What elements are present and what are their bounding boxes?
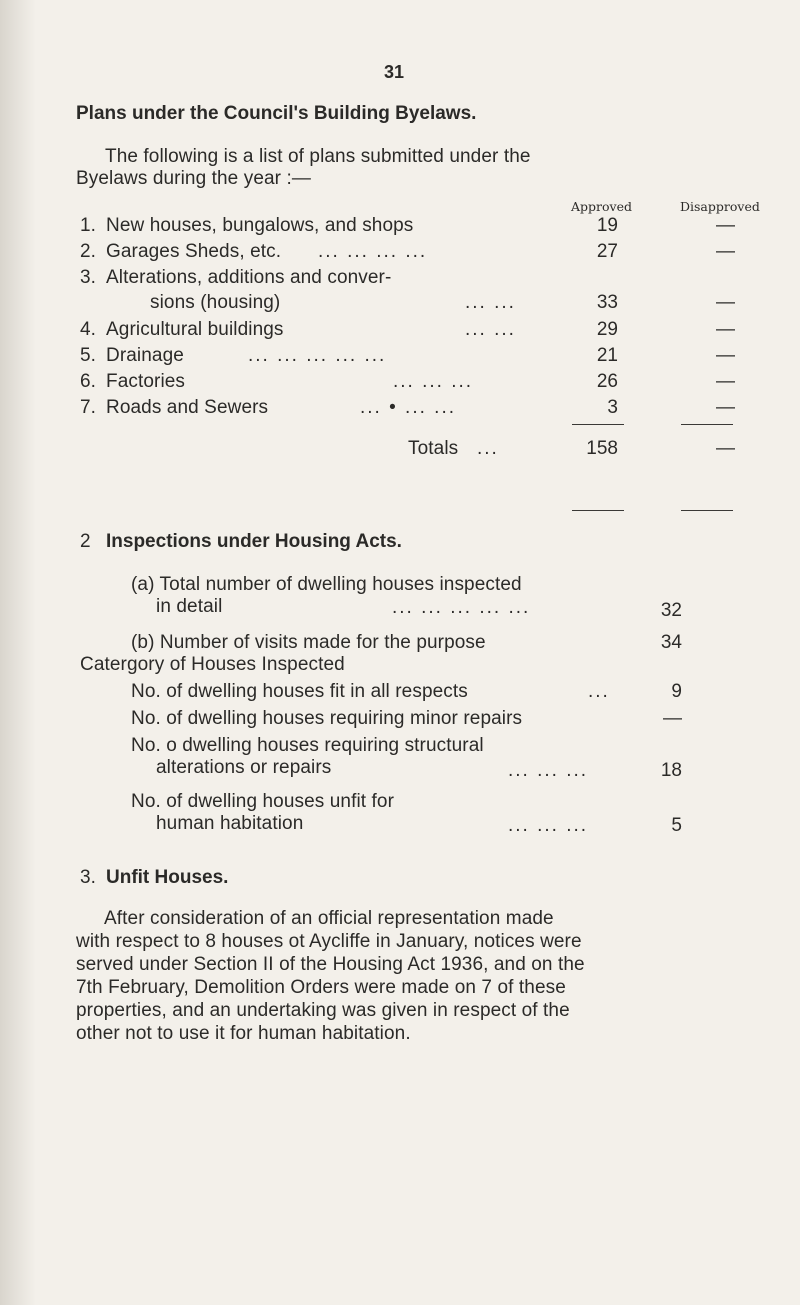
item-disapproved: —	[716, 345, 735, 366]
item-dots: ... ...	[465, 292, 516, 313]
totals-dots: ...	[477, 438, 499, 459]
col-approved-header: Approved	[571, 199, 632, 214]
inspected-dots: ... ... ... ... ...	[392, 597, 531, 618]
paragraph-line: After consideration of an official representation made	[104, 908, 554, 929]
paragraph-line: with respect to 8 houses ot Aycliffe in January, notices were	[76, 931, 582, 952]
item-number: 7.	[80, 397, 97, 418]
bottom-rule-approved	[572, 510, 624, 511]
item-approved: 21	[596, 345, 618, 366]
item-label: New houses, bungalows, and shops	[106, 215, 414, 236]
paragraph-line: other not to use it for human habitation.	[76, 1023, 411, 1044]
paragraph-line: served under Section II of the Housing Act 1936, and on the	[76, 954, 585, 975]
item-number: 6.	[80, 371, 97, 392]
structural-value: 18	[660, 760, 682, 781]
item-dots: ... ... ... ...	[318, 241, 428, 262]
section3-number: 3.	[80, 867, 97, 888]
col-disapproved-header: Disapproved	[680, 199, 760, 214]
inspected-line1: (a) Total number of dwelling houses inspected	[131, 574, 522, 595]
paragraph-line: 7th February, Demolition Orders were made on 7 of these	[76, 977, 566, 998]
item-dots: ... ... ... ... ...	[248, 345, 387, 366]
item-label-continued: sions (housing)	[150, 292, 281, 313]
item-number: 5.	[80, 345, 97, 366]
totals-disapproved: —	[716, 438, 735, 459]
item-number: 2.	[80, 241, 97, 262]
fit-dots: ...	[588, 681, 610, 702]
visits-value: 34	[660, 632, 682, 653]
item-label: Alterations, additions and conver-	[106, 267, 392, 288]
section2-heading: Inspections under Housing Acts.	[106, 531, 402, 552]
structural-dots: ... ... ...	[508, 760, 589, 781]
structural-line2: alterations or repairs	[156, 757, 332, 778]
totals-label: Totals	[408, 438, 459, 459]
inspected-value: 32	[660, 600, 682, 621]
item-label: Drainage	[106, 345, 184, 366]
section1-intro-line1: The following is a list of plans submitted under the	[105, 146, 531, 167]
item-approved: 3	[607, 397, 618, 418]
unfit-line1: No. of dwelling houses unfit for	[131, 791, 395, 812]
page-number: 31	[384, 62, 405, 82]
page-edge-shadow	[0, 0, 36, 1305]
bottom-rule-disapproved	[681, 510, 733, 511]
item-label: Agricultural buildings	[106, 319, 284, 340]
visits-line: (b) Number of visits made for the purpose	[131, 632, 486, 653]
category-heading: Catergory of Houses Inspected	[80, 654, 345, 675]
item-disapproved: —	[716, 397, 735, 418]
item-disapproved: —	[716, 292, 735, 313]
item-label: Roads and Sewers	[106, 397, 269, 418]
totals-rule-disapproved	[681, 424, 733, 425]
unfit-value: 5	[671, 815, 682, 836]
section3-heading: Unfit Houses.	[106, 867, 229, 888]
paragraph-line: properties, and an undertaking was given in respect of the	[76, 1000, 570, 1021]
item-disapproved: —	[716, 319, 735, 340]
item-dots: ... • ... ...	[360, 397, 456, 418]
totals-rule-approved	[572, 424, 624, 425]
unfit-line2: human habitation	[156, 813, 304, 834]
fit-line: No. of dwelling houses fit in all respects	[131, 681, 468, 702]
minor-repairs-value: —	[663, 708, 682, 729]
item-approved: 29	[596, 319, 618, 340]
item-disapproved: —	[716, 215, 735, 236]
section2-number: 2	[80, 531, 91, 552]
item-approved: 27	[596, 241, 618, 262]
section1-heading: Plans under the Council's Building Byelaws.	[76, 103, 477, 124]
section1-intro-line2: Byelaws during the year :—	[76, 168, 311, 189]
inspected-line2: in detail	[156, 596, 223, 617]
item-approved: 33	[596, 292, 618, 313]
totals-approved: 158	[586, 438, 618, 459]
item-dots: ... ...	[465, 319, 516, 340]
item-disapproved: —	[716, 241, 735, 262]
item-number: 1.	[80, 215, 97, 236]
fit-value: 9	[671, 681, 682, 702]
item-number: 3.	[80, 267, 97, 288]
unfit-dots: ... ... ...	[508, 815, 589, 836]
item-approved: 19	[596, 215, 618, 236]
item-label: Factories	[106, 371, 186, 392]
item-dots: ... ... ...	[393, 371, 474, 392]
minor-repairs-line: No. of dwelling houses requiring minor repairs	[131, 708, 523, 729]
item-label: Garages Sheds, etc.	[106, 241, 282, 262]
item-number: 4.	[80, 319, 97, 340]
structural-line1: No. o dwelling houses requiring structural	[131, 735, 484, 756]
item-disapproved: —	[716, 371, 735, 392]
item-approved: 26	[596, 371, 618, 392]
